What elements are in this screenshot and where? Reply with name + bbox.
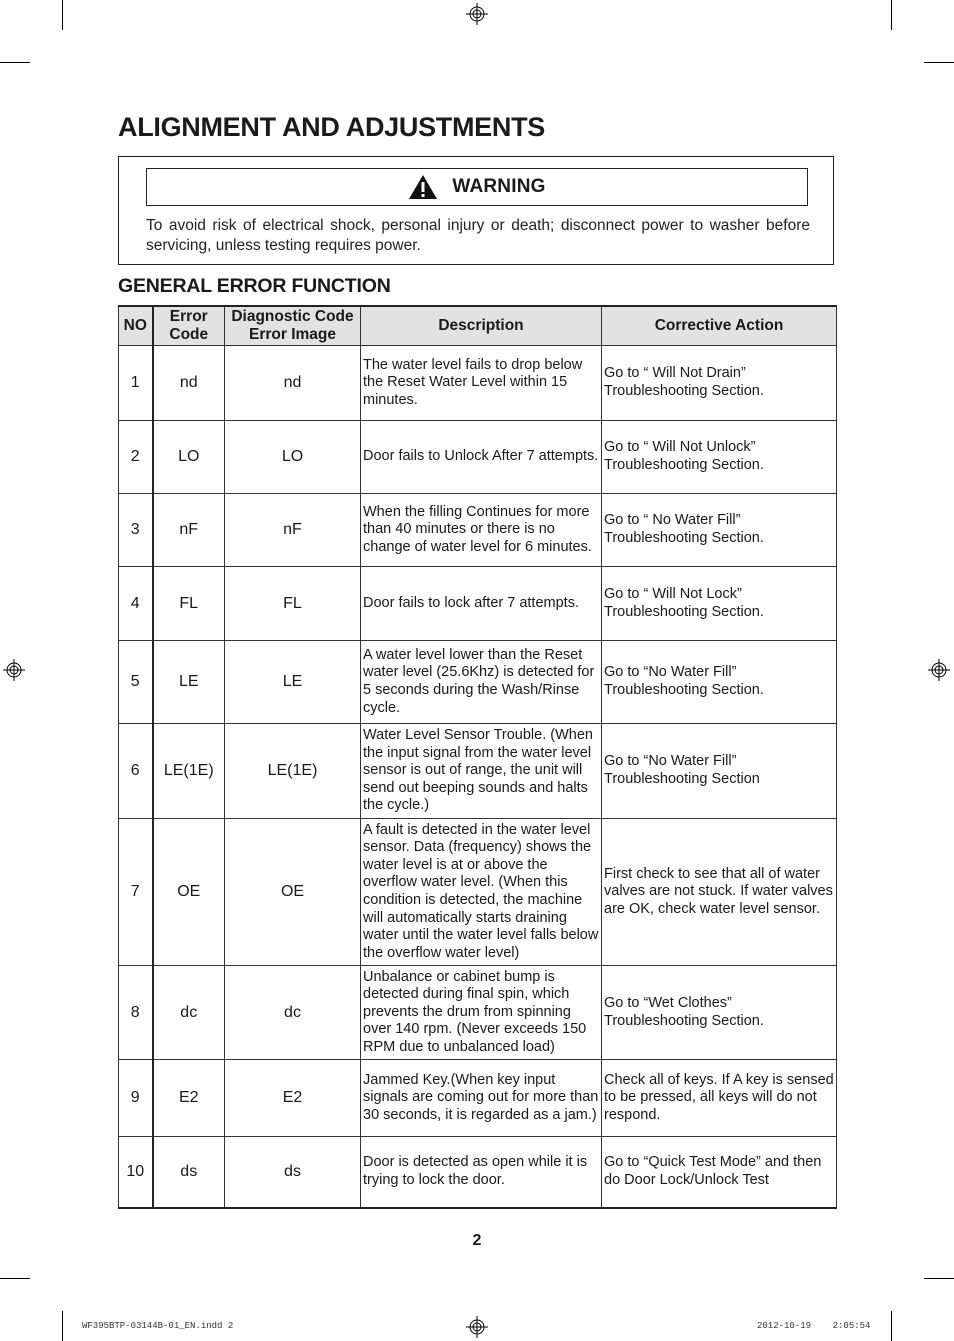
row-error-code: dc (153, 966, 225, 1060)
row-error-code: nF (153, 494, 225, 567)
row-error-code: OE (153, 819, 225, 966)
row-corrective-action: Go to “ Will Not Lock” Troubleshooting Section. (602, 567, 837, 641)
row-corrective-action: Check all of keys. If A key is sensed to be pressed, all keys will do not respond. (602, 1060, 837, 1137)
crop-mark (924, 62, 954, 63)
crop-mark (62, 1311, 63, 1341)
row-no: 1 (119, 346, 153, 421)
header-no: NO (119, 306, 153, 346)
table-row (119, 567, 837, 641)
registration-mark-icon (466, 1316, 488, 1338)
header-description: Description (361, 306, 602, 346)
row-no: 8 (119, 966, 153, 1060)
registration-mark-icon (466, 3, 488, 25)
row-error-image: LE(1E) (225, 724, 361, 819)
row-corrective-action: Go to “No Water Fill” Troubleshooting Section (602, 724, 837, 819)
row-error-image: LO (225, 421, 361, 494)
warning-box (118, 156, 834, 265)
row-error-code: LE(1E) (153, 724, 225, 819)
warning-text: To avoid risk of electrical shock, personal injury or death; disconnect power to washer before servicing, unless testing requires power. (146, 217, 810, 254)
table-row (119, 819, 837, 966)
row-error-code: E2 (153, 1060, 225, 1137)
error-table (118, 305, 837, 1209)
table-row (119, 641, 837, 724)
row-error-code: LE (153, 641, 225, 724)
table-row (119, 1137, 837, 1208)
warning-label: WARNING (452, 176, 546, 197)
row-corrective-action: Go to “Quick Test Mode” and then do Door Lock/Unlock Test (602, 1137, 837, 1208)
table-header-row (119, 306, 837, 346)
row-description: Door fails to Unlock After 7 attempts. (361, 421, 602, 494)
row-no: 5 (119, 641, 153, 724)
header-corrective-action: Corrective Action (602, 306, 837, 346)
header-diagnostic-code (225, 306, 361, 346)
page-number: 2 (472, 1232, 482, 1249)
row-error-image: E2 (225, 1060, 361, 1137)
table-row (119, 724, 837, 819)
row-no: 3 (119, 494, 153, 567)
row-description: Jammed Key.(When key input signals are coming out for more than 30 seconds, it is regarded as a jam.) (361, 1060, 602, 1137)
row-error-code: FL (153, 567, 225, 641)
row-no: 4 (119, 567, 153, 641)
warning-banner (146, 168, 808, 206)
row-no: 9 (119, 1060, 153, 1137)
row-no: 10 (119, 1137, 153, 1208)
table-row (119, 1060, 837, 1137)
crop-mark (891, 1311, 892, 1341)
crop-mark (924, 1278, 954, 1279)
row-error-code: nd (153, 346, 225, 421)
row-error-image: LE (225, 641, 361, 724)
table-row (119, 346, 837, 421)
warning-triangle-icon (408, 174, 438, 200)
header-diagnostic-line2: Error Image (248, 326, 336, 343)
table-row (119, 494, 837, 567)
header-error-code (153, 306, 225, 346)
row-error-image: OE (225, 819, 361, 966)
row-description: The water level fails to drop below the Reset Water Level within 15 minutes. (361, 346, 602, 421)
crop-mark (62, 0, 63, 30)
row-no: 2 (119, 421, 153, 494)
row-error-code: ds (153, 1137, 225, 1208)
row-no: 7 (119, 819, 153, 966)
row-error-image: nF (225, 494, 361, 567)
header-error-code-line1: Error (169, 308, 208, 325)
row-corrective-action: Go to “ Will Not Drain” Troubleshooting Section. (602, 346, 837, 421)
row-no: 6 (119, 724, 153, 819)
row-corrective-action: Go to “ No Water Fill” Troubleshooting Section. (602, 494, 837, 567)
crop-mark (0, 62, 30, 63)
row-error-image: dc (225, 966, 361, 1060)
row-error-image: FL (225, 567, 361, 641)
row-description: Door fails to lock after 7 attempts. (361, 567, 602, 641)
footer-file-name: WF395BTP-03144B-01_EN.indd 2 (82, 1321, 234, 1331)
row-corrective-action: Go to “No Water Fill” Troubleshooting Section. (602, 641, 837, 724)
row-description: A water level lower than the Reset water level (25.6Khz) is detected for 5 seconds during the Wash/Rinse cycle. (361, 641, 602, 724)
crop-mark (0, 1278, 30, 1279)
row-description: Unbalance or cabinet bump is detected during final spin, which prevents the drum from spinning over 140 rpm. (Never exceeds 150 RPM due to unbalanced load) (361, 966, 602, 1060)
page-title: ALIGNMENT AND ADJUSTMENTS (118, 112, 545, 142)
header-error-code-line2: Code (169, 326, 209, 343)
footer-timestamp: 2012-10-19 2:05:54 (757, 1321, 871, 1331)
header-diagnostic-line1: Diagnostic Code (231, 308, 354, 325)
row-error-image: nd (225, 346, 361, 421)
row-corrective-action: Go to “Wet Clothes” Troubleshooting Section. (602, 966, 837, 1060)
row-description: A fault is detected in the water level sensor. Data (frequency) shows the water level is at or above the overflow water level. (When this condition is detected, the machine will automatically starts draining water until the water level falls below the overflow water level) (361, 819, 602, 966)
registration-mark-icon (928, 659, 950, 681)
row-error-code: LO (153, 421, 225, 494)
row-corrective-action: Go to “ Will Not Unlock” Troubleshooting Section. (602, 421, 837, 494)
row-corrective-action: First check to see that all of water valves are not stuck. If water valves are OK, check water level sensor. (602, 819, 837, 966)
table-row (119, 421, 837, 494)
registration-mark-icon (3, 659, 25, 681)
row-description: When the filling Continues for more than 40 minutes or there is no change of water level for 6 minutes. (361, 494, 602, 567)
table-row (119, 966, 837, 1060)
row-description: Door is detected as open while it is trying to lock the door. (361, 1137, 602, 1208)
row-error-image: ds (225, 1137, 361, 1208)
crop-mark (891, 0, 892, 30)
section-title: GENERAL ERROR FUNCTION (118, 275, 391, 297)
row-description: Water Level Sensor Trouble. (When the input signal from the water level sensor is out of range, the unit will send out beeping sounds and halts the cycle.) (361, 724, 602, 819)
